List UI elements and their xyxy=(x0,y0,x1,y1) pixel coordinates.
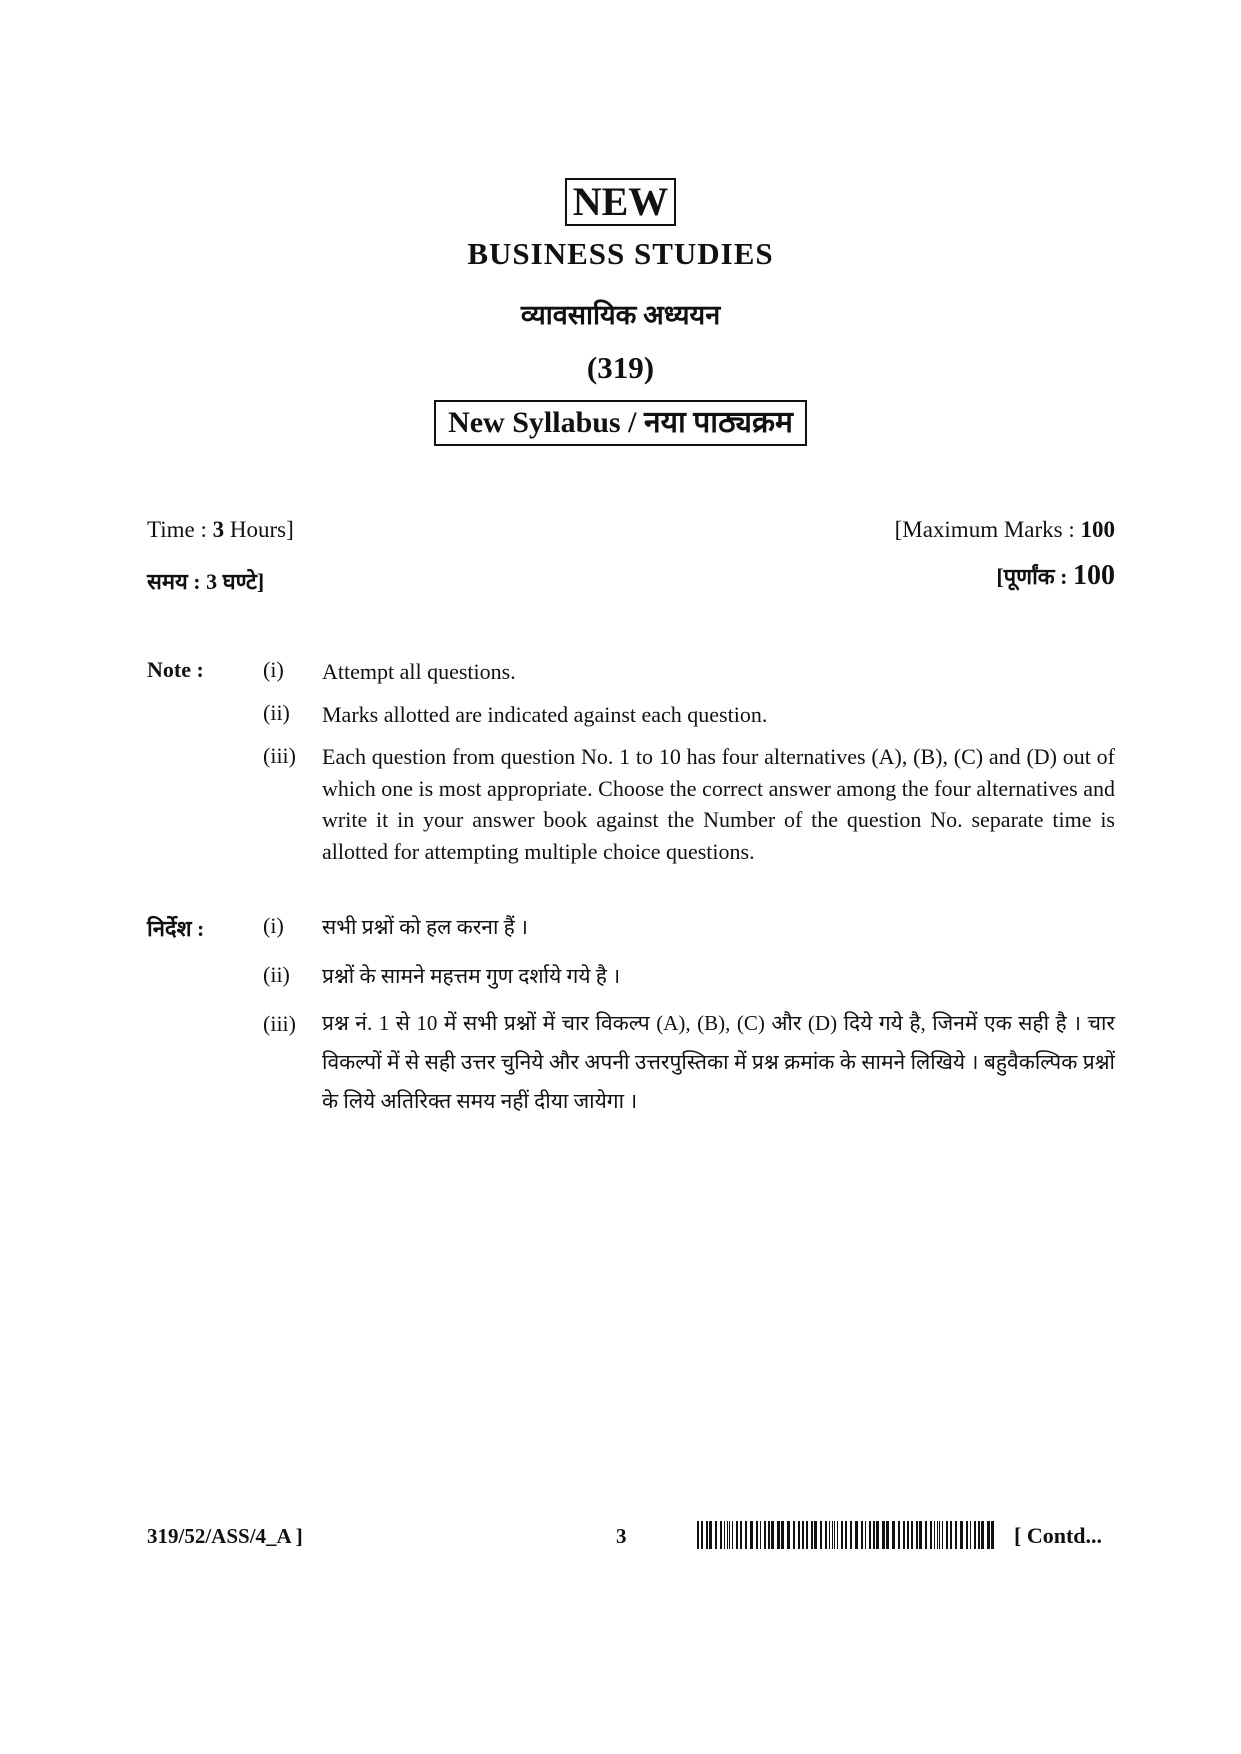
new-badge xyxy=(0,178,1241,226)
subject-title-hindi: व्यावसायिक अध्ययन xyxy=(520,300,721,330)
note-en-item-text: Each question from question No. 1 to 10 has four alternatives (A), (B), (C) and (D) out of which one is most appropriate. Choose the correct answer among the four alternatives and write it in your answer book against the Number of the question No. separate time is allotted for attempting multiple choice questions. xyxy=(322,744,1115,864)
note-hi-item-number: (i) xyxy=(263,913,284,938)
note-label-english: Note : xyxy=(147,657,204,682)
note-en-item-text: Attempt all questions. xyxy=(322,659,516,684)
subject-code: (319) xyxy=(586,350,655,385)
note-hi-item-number: (iii) xyxy=(263,1011,296,1036)
note-hi-item-number: (ii) xyxy=(263,962,290,987)
note-label-hindi: निर्देश : xyxy=(147,916,205,941)
max-marks-english: [Maximum Marks : 100 xyxy=(894,517,1115,542)
contd-label: [ Contd... xyxy=(1014,1523,1103,1548)
syllabus-label: New Syllabus / नया पाठ्यक्रम xyxy=(434,400,807,446)
page-number: 3 xyxy=(616,1524,627,1548)
note-en-item-number: (i) xyxy=(263,657,284,682)
note-en-item-text: Marks allotted are indicated against each question. xyxy=(322,702,768,727)
subject-title-english: BUSINESS STUDIES xyxy=(467,236,774,271)
note-en-item-number: (ii) xyxy=(263,700,290,725)
syllabus-box xyxy=(0,400,1241,446)
note-hi-item-text: सभी प्रश्नों को हल करना हैं । xyxy=(322,915,529,939)
max-marks-hindi: [पूर्णांक : 100 xyxy=(996,560,1115,591)
time-english: Time : 3 Hours] xyxy=(147,517,294,542)
note-hi-item-text: प्रश्नों के सामने महत्तम गुण दर्शाये गये है । xyxy=(322,964,621,988)
new-badge-text: NEW xyxy=(565,178,677,226)
note-en-item-number: (iii) xyxy=(263,743,296,768)
time-hindi: समय : 3 घण्टे] xyxy=(147,569,265,594)
barcode-icon xyxy=(697,1521,999,1549)
note-hi-item-text: प्रश्न नं. 1 से 10 में सभी प्रश्नों में चार विकल्प (A), (B), (C) और (D) दिये गये है, जिनमें एक सही है । चार विकल्पों में से सही उत्तर चुनिये और अपनी उत्तरपुस्तिका में प्रश्न क्रमांक के सामने लिखिये । बहुवैकल्पिक प्रश्नों के लिये अतिरिक्त समय नहीं दीया जायेगा । xyxy=(322,1011,1115,1113)
paper-code: 319/52/ASS/4_A ] xyxy=(147,1524,303,1548)
